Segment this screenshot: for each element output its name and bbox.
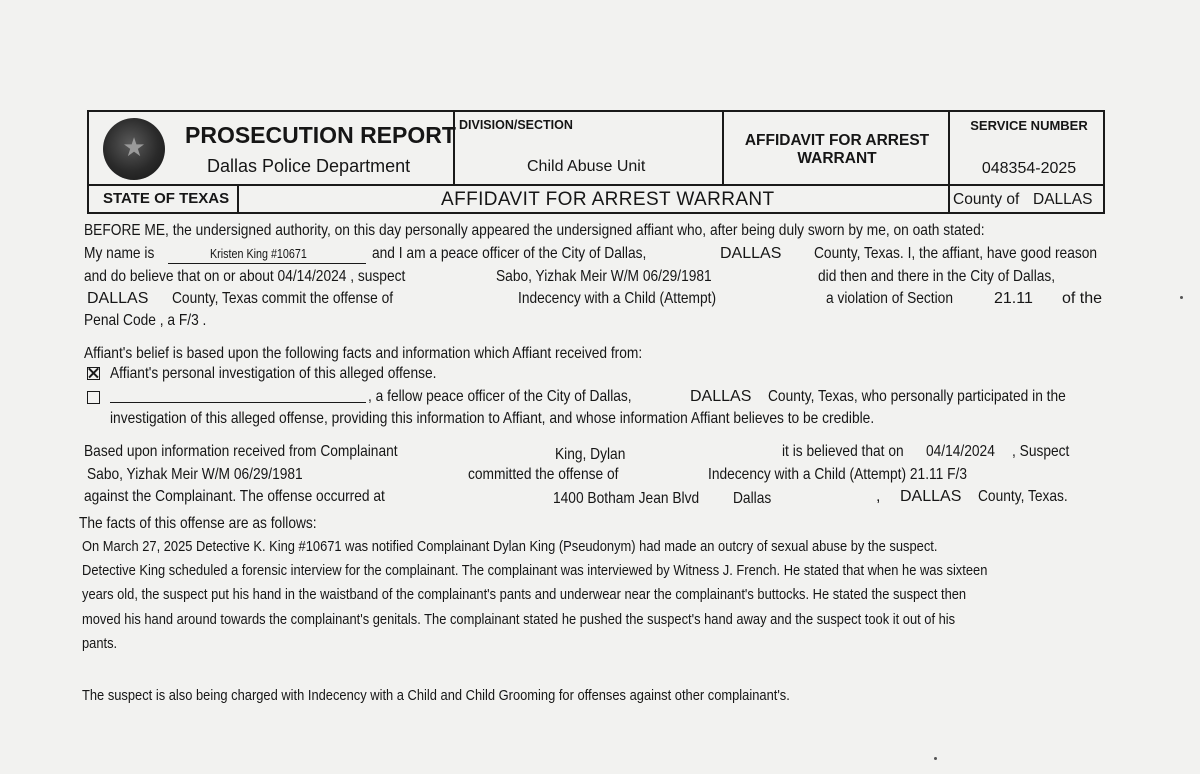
state-label: STATE OF TEXAS — [103, 190, 230, 207]
facts-line: moved his hand around towards the complainant's genitals. The complainant stated he pushed the suspect's hand away and the suspect took it out of his — [82, 611, 956, 628]
facts-line: Detective King scheduled a forensic interview for the complainant. The complainant was interviewed by Witness J. French. He stated that when he was sixteen — [82, 562, 988, 579]
affidavit-line-2-officer: and I am a peace officer of the City of Dallas, — [372, 245, 647, 262]
fellow-officer-county: DALLAS — [690, 388, 752, 405]
fellow-officer-text-line-2: investigation of this alleged offense, providing this information to Affiant, and whose information Affiant believes to be credible. — [110, 410, 875, 427]
county-value: DALLAS — [1033, 191, 1093, 208]
document-type-line1: AFFIDAVIT FOR ARREST — [744, 132, 930, 149]
affidavit-line-3-prefix: and do believe that on or about 04/14/2024 , suspect — [84, 268, 406, 285]
affidavit-line-1: BEFORE ME, the undersigned authority, on this day personally appeared the undersigned affiant who, after being duly sworn by me, on oath stated: — [84, 222, 985, 239]
complaint-line-1-prefix: Based upon information received from Complainant — [84, 443, 398, 460]
scan-speck — [934, 757, 937, 760]
affidavit-section: 21.11 — [994, 290, 1033, 307]
affiant-name: Kristen King #10671 — [210, 247, 307, 261]
affidavit-line-4-suffix: of the — [1062, 290, 1103, 307]
complaint-line-1-suffix: , Suspect — [1012, 443, 1070, 460]
report-title: PROSECUTION REPORT — [185, 122, 456, 148]
affidavit-line-2-prefix: My name is — [84, 245, 155, 262]
county-label: County of — [953, 191, 1020, 208]
affidavit-line-3-suffix: did then and there in the City of Dallas, — [818, 268, 1056, 285]
affidavit-line-2-suffix: County, Texas. I, the affiant, have good reason — [814, 245, 1098, 262]
department-name: Dallas Police Department — [207, 156, 411, 176]
complaint-offense: Indecency with a Child (Attempt) 21.11 F/3 — [708, 466, 968, 483]
offense-city: Dallas — [733, 490, 772, 507]
complainant-name: King, Dylan — [555, 446, 626, 463]
fellow-officer-text-suffix: County, Texas, who personally participated in the — [768, 388, 1066, 405]
facts-line: pants. — [82, 635, 118, 652]
scan-speck — [1180, 296, 1183, 299]
affidavit-offense: Indecency with a Child (Attempt) — [518, 290, 717, 307]
service-number: 048354-2025 — [981, 160, 1077, 177]
form-title: AFFIDAVIT FOR ARREST WARRANT — [441, 189, 775, 210]
divider — [237, 186, 239, 214]
personal-investigation-label: Affiant's personal investigation of this alleged offense. — [110, 365, 437, 382]
affidavit-line-4-prefix: County, Texas commit the offense of — [172, 290, 394, 307]
personal-investigation-checkbox — [87, 367, 100, 380]
belief-intro: Affiant's belief is based upon the following facts and information which Affiant received from: — [84, 345, 643, 362]
offense-county: DALLAS — [900, 488, 962, 505]
complaint-date: 04/14/2024 — [926, 443, 995, 460]
fellow-officer-name-blank — [110, 388, 366, 403]
complaint-line-3-prefix: against the Complainant. The offense occurred at — [84, 488, 385, 505]
affidavit-suspect: Sabo, Yizhak Meir W/M 06/29/1981 — [496, 268, 712, 285]
facts-closing: The suspect is also being charged with Indecency with a Child and Child Grooming for offenses against other complainant's. — [82, 687, 790, 704]
facts-line: On March 27, 2025 Detective K. King #10671 was notified Complainant Dylan King (Pseudonym) had made an outcry of sexual abuse by the suspect. — [82, 538, 938, 555]
police-badge-seal-icon: ★ — [103, 118, 165, 180]
affidavit-county: DALLAS — [720, 245, 782, 262]
affidavit-line-4-section-label: a violation of Section — [826, 290, 953, 307]
complaint-line-2-prefix: committed the offense of — [468, 466, 619, 483]
document-type-line2: WARRANT — [797, 150, 877, 167]
affidavit-county: DALLAS — [87, 290, 149, 307]
complaint-line-3-suffix: County, Texas. — [978, 488, 1068, 505]
division-label: DIVISION/SECTION — [459, 118, 573, 132]
offense-address: 1400 Botham Jean Blvd — [553, 490, 700, 507]
divider — [89, 184, 1103, 186]
complaint-line-1-mid: it is believed that on — [782, 443, 904, 460]
comma: , — [876, 488, 881, 505]
facts-line: years old, the suspect put his hand in the waistband of the complainant's pants and underwear near the complainant's buttocks. He stated the suspect then — [82, 586, 967, 603]
facts-heading: The facts of this offense are as follows: — [79, 515, 317, 532]
service-number-label: SERVICE NUMBER — [970, 118, 1088, 133]
division-value: Child Abuse Unit — [527, 158, 646, 175]
fellow-officer-text: , a fellow peace officer of the City of Dallas, — [368, 388, 632, 405]
divider — [722, 112, 724, 186]
complaint-suspect: Sabo, Yizhak Meir W/M 06/29/1981 — [87, 466, 303, 483]
report-header — [87, 110, 1105, 214]
fellow-officer-checkbox — [87, 391, 100, 404]
divider — [948, 112, 950, 212]
affidavit-line-5: Penal Code , a F/3 . — [84, 312, 207, 329]
